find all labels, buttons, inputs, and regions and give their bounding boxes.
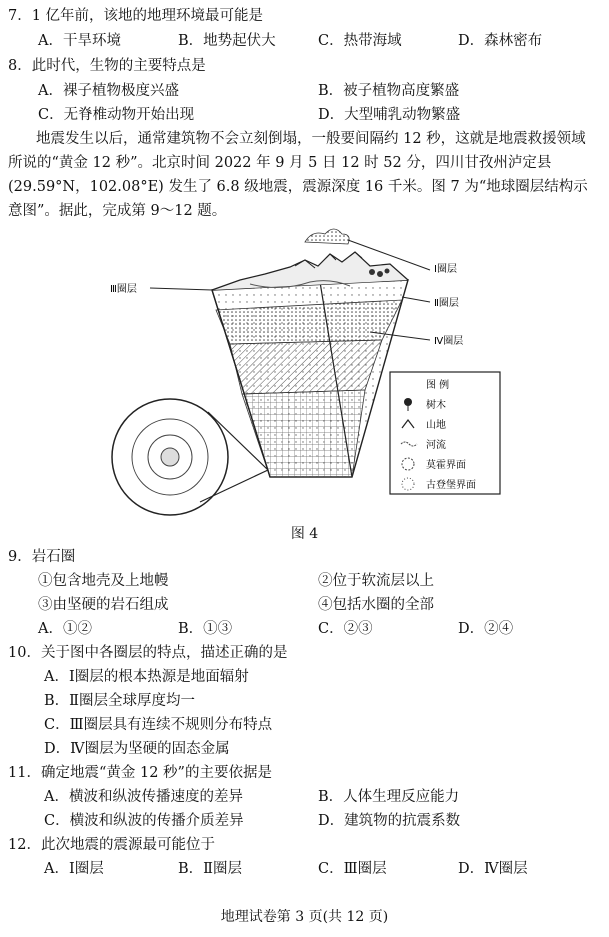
q9-option-c: C．②③ bbox=[318, 621, 373, 637]
layer1-label: Ⅰ圈层 bbox=[434, 264, 457, 275]
q7-option-d: D．森林密布 bbox=[458, 33, 543, 49]
q11-option-a: A．横波和纵波传播速度的差异 bbox=[44, 789, 243, 805]
legend-item-river: 河流 bbox=[426, 440, 446, 451]
q12-option-c: C．Ⅲ圈层 bbox=[318, 861, 387, 877]
q8-option-a: A．裸子植物极度兴盛 bbox=[38, 83, 179, 99]
earth-sphere-structure-diagram bbox=[90, 222, 530, 522]
q12-option-b: B．Ⅱ圈层 bbox=[178, 861, 243, 877]
q9-option-a: A．①② bbox=[38, 621, 92, 637]
q8-option-c: C．无脊椎动物开始出现 bbox=[38, 107, 195, 123]
page-footer: 地理试卷第 3 页(共 12 页) bbox=[220, 909, 389, 925]
legend-title: 图 例 bbox=[426, 380, 450, 391]
q12-stem: 12．此次地震的震源最可能位于 bbox=[8, 837, 215, 853]
q11-option-d: D．建筑物的抗震系数 bbox=[318, 813, 461, 829]
q8-option-d: D．大型哺乳动物繁盛 bbox=[318, 107, 461, 123]
q10-option-a: A．Ⅰ圈层的根本热源是地面辐射 bbox=[44, 669, 249, 685]
q7-option-c: C．热带海域 bbox=[318, 33, 402, 49]
q10-option-d: D．Ⅳ圈层为坚硬的固态金属 bbox=[44, 741, 230, 757]
earth-wedge bbox=[212, 280, 408, 477]
q11-stem: 11．确定地震“黄金 12 秒”的主要依据是 bbox=[8, 765, 272, 781]
legend-item-mountain: 山地 bbox=[426, 420, 446, 431]
q9-statement-1: ①包含地壳及上地幔 bbox=[38, 573, 169, 589]
q12-option-d: D．Ⅳ圈层 bbox=[458, 861, 528, 877]
q10-option-b: B．Ⅱ圈层全球厚度均一 bbox=[44, 693, 196, 709]
q8-stem: 8．此时代，生物的主要特点是 bbox=[8, 58, 206, 74]
figure-caption: 图 4 bbox=[290, 526, 319, 542]
q10-stem: 10．关于图中各圈层的特点，描述正确的是 bbox=[8, 645, 288, 661]
q9-option-d: D．②④ bbox=[458, 621, 514, 637]
q8-option-b: B．被子植物高度繁盛 bbox=[318, 83, 460, 99]
reading-passage: 地震发生以后，通常建筑物不会立刻倒塌，一般要间隔约 12 秒，这就是地震救援领域所说的“黄金 12 秒”。北京时间 2022 年 9 月 5 日 12 时 52 分，四川甘孜州泸定县(29.59°N，102.08°E) 发生了 6.8 级地震，震源深度 16 千米。图 7 为“地球圈层结构示意图”。据此，完成第 9～12 题。 bbox=[8, 131, 588, 219]
q7-option-a: A．干旱环境 bbox=[38, 33, 121, 49]
q7-stem: 7．1 亿年前，该地的地理环境最可能是 bbox=[8, 8, 264, 24]
globe-icon bbox=[112, 399, 268, 515]
q11-option-b: B．人体生理反应能力 bbox=[318, 789, 460, 805]
layer4-label: Ⅳ圈层 bbox=[434, 336, 464, 347]
q7-option-b: B．地势起伏大 bbox=[178, 33, 276, 49]
q10-option-c: C．Ⅲ圈层具有连续不规则分布特点 bbox=[44, 717, 273, 733]
legend bbox=[390, 372, 500, 494]
layer2-label: Ⅱ圈层 bbox=[434, 298, 459, 309]
layer3-label: Ⅲ圈层 bbox=[110, 284, 137, 295]
legend-item-trees: 树木 bbox=[426, 400, 446, 411]
q12-option-a: A．Ⅰ圈层 bbox=[44, 861, 104, 877]
legend-item-gutenberg: 古登堡界面 bbox=[426, 480, 476, 491]
q9-statement-4: ④包括水圈的全部 bbox=[318, 597, 434, 613]
q11-option-c: C．横波和纵波的传播介质差异 bbox=[44, 813, 244, 829]
q9-option-b: B．①③ bbox=[178, 621, 233, 637]
q9-statement-2: ②位于软流层以上 bbox=[318, 573, 434, 589]
legend-item-moho: 莫霍界面 bbox=[426, 460, 466, 471]
q9-statement-3: ③由坚硬的岩石组成 bbox=[38, 597, 169, 613]
q9-stem: 9．岩石圈 bbox=[8, 549, 76, 565]
